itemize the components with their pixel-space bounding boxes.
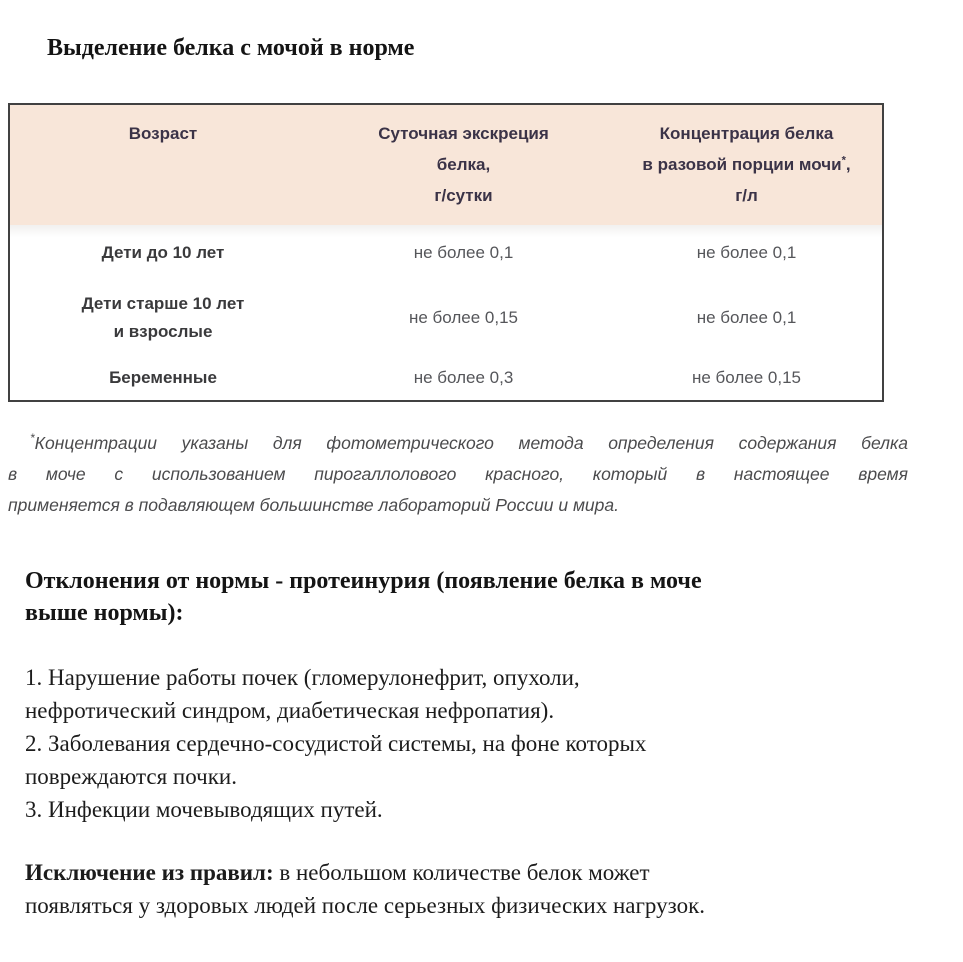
cell-concentration-value: не более 0,1 <box>611 225 883 280</box>
protein-norm-table <box>8 103 884 402</box>
header-age-label: Возраст <box>128 124 198 143</box>
header-daily-line: г/сутки <box>434 186 493 205</box>
exception-paragraph <box>25 856 963 922</box>
footnote-line: *Концентрации указаны для фотометрического метода определения содержания белка <box>30 431 908 453</box>
cell-concentration-value: не более 0,1 <box>696 307 797 327</box>
header-conc-line: г/л <box>735 186 758 205</box>
cell-age: Дети до 10 лет <box>9 225 316 280</box>
header-daily-line: белка, <box>436 155 491 174</box>
table-row-children-under-10 <box>9 225 883 280</box>
exception-line: Исключение из правил: в небольшом количестве белок может <box>25 860 650 885</box>
table-footnote <box>8 428 908 521</box>
cell-concentration-value: не более 0,15 <box>691 367 802 387</box>
cell-age: Дети старше 10 лет и взрослые <box>81 293 245 341</box>
document-page <box>0 33 963 922</box>
deviations-heading: Отклонения от нормы - протеинурия (появление белка в моче выше нормы): <box>25 568 702 626</box>
table-row-children-over-10-and-adults <box>9 280 883 355</box>
footnote-line: в моче с использованием пирогаллолового красного, который в настоящее время <box>8 464 908 484</box>
list-item: 3. Инфекции мочевыводящих путей. <box>25 797 383 822</box>
header-cell-daily-excretion <box>316 104 611 225</box>
cell-daily-value: не более 0,15 <box>408 307 519 327</box>
exception-line: появляться у здоровых людей после серьезных физических нагрузок. <box>25 893 706 918</box>
page-title: Выделение белка с мочой в норме <box>47 35 415 61</box>
header-cell-age <box>9 104 316 225</box>
list-item: 2. Заболевания сердечно-сосудистой системы, на фоне которых повреждаются почки. <box>25 731 647 789</box>
cell-daily-value: не более 0,3 <box>413 367 514 387</box>
table-header-row <box>9 104 883 225</box>
cell-age: Беременные <box>109 367 217 387</box>
header-conc-line: Концентрация белка <box>659 124 834 143</box>
footnote-line: применяется в подавляющем большинстве лабораторий России и мира. <box>8 495 619 515</box>
exception-lead: Исключение из правил: <box>25 860 274 885</box>
footnote-marker: * <box>30 431 35 446</box>
header-conc-line: в разовой порции мочи*, <box>642 154 851 174</box>
header-cell-concentration <box>611 104 883 225</box>
cell-daily-value: не более 0,1 <box>316 225 611 280</box>
header-daily-line: Суточная экскреция <box>378 124 549 143</box>
footnote-marker: * <box>841 154 846 167</box>
list-item: 1. Нарушение работы почек (гломерулонефрит, опухоли, нефротический синдром, диабетическая нефропатия). <box>25 665 580 723</box>
table-row-pregnant <box>9 355 883 401</box>
deviations-list <box>25 661 963 826</box>
